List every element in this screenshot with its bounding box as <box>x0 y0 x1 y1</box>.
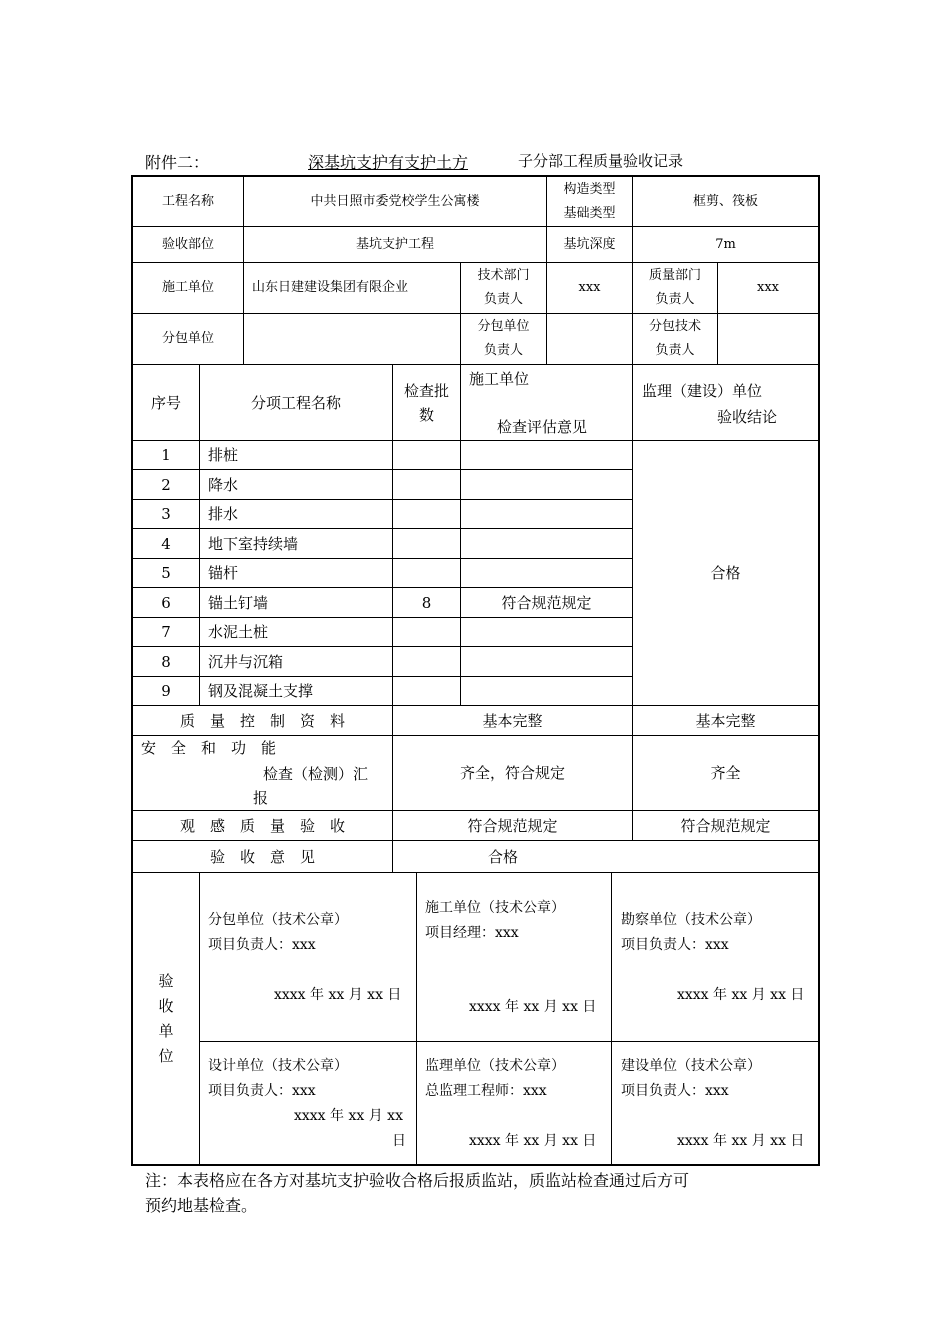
quality-docs-eval: 基本完整 <box>482 711 543 730</box>
sign-unit: 勘察单位（技术公章） <box>621 912 761 928</box>
item-evaluation <box>461 618 632 646</box>
sign-date: xxxx 年 xx 月 xx 日 <box>469 1133 597 1149</box>
item-number: 1 <box>161 446 171 464</box>
quality-dept-label <box>633 263 717 313</box>
item-evaluation <box>461 647 632 676</box>
appearance-eval: 符合规范规定 <box>467 816 558 835</box>
attachment-label: 附件二： <box>145 153 210 172</box>
footnote-line2: 预约地基检查。 <box>145 1196 258 1215</box>
item-name: 地下室持续墙 <box>208 534 299 553</box>
structure-type-label-line2: 基础类型 <box>563 205 616 221</box>
item-name: 排桩 <box>208 446 239 464</box>
sign-person: 项目负责人：xxx <box>621 937 729 953</box>
item-evaluation <box>461 677 632 705</box>
item-batch-count <box>393 529 460 558</box>
overall-conclusion: 合格 <box>710 564 741 582</box>
item-name: 排水 <box>208 505 239 523</box>
footnote <box>145 1168 805 1218</box>
sign-block-design <box>208 1054 413 1149</box>
sign-unit: 施工单位（技术公章） <box>425 900 565 916</box>
construction-unit-label: 施工单位 <box>161 280 214 295</box>
sign-unit: 分包单位（技术公章） <box>208 912 348 928</box>
structure-type-label-line1: 构造类型 <box>563 181 616 197</box>
item-number: 9 <box>161 682 171 700</box>
item-batch-count <box>393 470 460 499</box>
col-batch-header <box>393 365 460 440</box>
item-name: 锚土钉墙 <box>208 593 269 612</box>
item-batch-count <box>393 500 460 528</box>
sub-manager-value <box>547 314 632 364</box>
item-number: 8 <box>161 652 171 671</box>
item-number: 2 <box>161 475 171 494</box>
opinion-value <box>393 841 818 872</box>
acceptance-label-char-1: 验 <box>158 971 174 990</box>
item-batch-count <box>393 618 460 646</box>
sign-date-end: 日 <box>392 1133 406 1149</box>
project-name-label: 工程名称 <box>161 193 214 209</box>
sub-tech-label-line1: 分包技术 <box>648 319 701 334</box>
acceptance-part-value: 基坑支护工程 <box>355 236 434 252</box>
sign-block-owner <box>621 1054 816 1149</box>
document-title <box>145 150 825 174</box>
tech-dept-value: xxx <box>578 280 601 295</box>
safety-label <box>133 736 392 810</box>
sub-manager-label-line2: 负责人 <box>483 343 523 358</box>
item-evaluation <box>461 470 632 499</box>
sub-manager-label <box>461 314 546 364</box>
sign-date: xxxx 年 xx 月 xx 日 <box>677 987 805 1003</box>
sign-block-construction <box>425 896 610 1015</box>
item-name: 锚杆 <box>208 564 239 582</box>
item-evaluation <box>461 559 632 587</box>
sign-person: 项目负责人：xxx <box>621 1083 729 1099</box>
acceptance-label-char-4: 位 <box>158 1046 174 1065</box>
opinion-value-text: 合格 <box>488 847 519 866</box>
acceptance-label-char-2: 收 <box>158 996 174 1015</box>
appearance-label: 观 感 质 量 验 收 <box>179 816 345 835</box>
sign-unit: 设计单位（技术公章） <box>208 1058 348 1074</box>
structure-type-label <box>547 177 632 226</box>
structure-type-value: 框剪、筏板 <box>692 193 758 209</box>
quality-docs-label: 质 量 控 制 资 料 <box>179 711 345 730</box>
item-evaluation <box>461 529 632 558</box>
acceptance-part-label: 验收部位 <box>161 236 214 252</box>
item-batch-count <box>393 441 460 469</box>
subcontract-label: 分包单位 <box>161 331 214 346</box>
col-name-header: 分项工程名称 <box>250 393 341 412</box>
safety-eval: 齐全，符合规定 <box>459 764 565 782</box>
safety-label-line2: 检查（检测）汇 <box>263 765 369 783</box>
project-name-value: 中共日照市委党校学生公寓楼 <box>310 193 480 209</box>
col-eval-header-line2: 检查评估意见 <box>497 418 588 436</box>
subcontract-value <box>244 314 460 364</box>
opinion-label: 验 收 意 见 <box>209 847 315 866</box>
sign-date: xxxx 年 xx 月 xx 日 <box>677 1133 805 1149</box>
item-name: 水泥土桩 <box>208 623 269 641</box>
col-conclusion-header <box>633 365 818 440</box>
sign-date: xxxx 年 xx 月 xx 日 <box>274 987 402 1003</box>
sign-person: 项目负责人：xxx <box>208 937 316 953</box>
title-rest: 子分部工程质量验收记录 <box>518 152 684 170</box>
col-batch-header-line1: 检查批 <box>403 381 449 400</box>
item-name: 沉井与沉箱 <box>208 652 284 671</box>
col-conclusion-header-line2: 验收结论 <box>717 408 778 426</box>
sign-person: 项目经理：xxx <box>425 925 519 941</box>
quality-dept-label-line2: 负责人 <box>655 292 695 307</box>
item-number: 5 <box>161 564 171 582</box>
item-batch-count: 8 <box>421 593 432 612</box>
col-batch-header-line2: 数 <box>418 405 434 424</box>
col-conclusion-header-line1: 监理（建设）单位 <box>642 382 763 400</box>
tech-dept-label-line2: 负责人 <box>483 292 523 307</box>
col-eval-header-line1: 施工单位 <box>469 370 530 388</box>
sub-tech-label-line2: 负责人 <box>655 343 695 358</box>
quality-dept-label-line1: 质量部门 <box>648 268 701 283</box>
tech-dept-label <box>461 263 546 313</box>
appearance-conclusion: 符合规范规定 <box>680 816 771 835</box>
item-evaluation: 符合规范规定 <box>501 593 592 612</box>
col-no-header: 序号 <box>150 393 181 412</box>
quality-dept-value: xxx <box>757 280 779 295</box>
sub-manager-label-line1: 分包单位 <box>477 319 530 334</box>
item-name: 降水 <box>208 475 239 494</box>
item-number: 3 <box>161 505 171 523</box>
quality-docs-conclusion: 基本完整 <box>695 711 756 730</box>
construction-unit-value: 山东日建建设集团有限企业 <box>252 280 409 295</box>
item-name: 钢及混凝土支撑 <box>208 682 314 700</box>
sign-person: 项目负责人：xxx <box>208 1083 316 1099</box>
sign-date: xxxx 年 xx 月 xx 日 <box>469 999 597 1015</box>
sub-tech-value <box>718 314 818 364</box>
item-number: 6 <box>161 593 171 612</box>
col-eval-header <box>461 365 632 440</box>
tech-dept-label-line1: 技术部门 <box>477 268 530 283</box>
item-batch-count <box>393 647 460 676</box>
footnote-line1: 注：本表格应在各方对基坑支护验收合格后报质监站，质监站检查通过后方可 <box>145 1171 690 1190</box>
safety-conclusion: 齐全 <box>710 764 741 782</box>
sign-person: 总监理工程师：xxx <box>425 1083 547 1099</box>
sign-unit: 监理单位（技术公章） <box>425 1058 565 1074</box>
acceptance-unit-label <box>133 873 199 1164</box>
sign-block-subcontract <box>208 908 413 1003</box>
safety-label-line1: 安 全 和 功 能 <box>141 739 277 757</box>
item-number: 7 <box>161 623 171 641</box>
item-batch-count <box>393 677 460 705</box>
sign-date: xxxx 年 xx 月 xx <box>294 1108 403 1124</box>
item-evaluation <box>461 500 632 528</box>
safety-label-line3: 报 <box>253 789 269 807</box>
title-main: 深基坑支护有支护土方 <box>308 153 469 172</box>
item-number: 4 <box>161 534 171 553</box>
pit-depth-value: 7m <box>715 236 736 252</box>
item-evaluation <box>461 441 632 469</box>
sign-unit: 建设单位（技术公章） <box>621 1058 761 1074</box>
sign-block-supervision <box>425 1054 610 1149</box>
sign-block-survey <box>621 908 816 1003</box>
item-batch-count <box>393 559 460 587</box>
acceptance-label-char-3: 单 <box>158 1021 174 1040</box>
sub-tech-label <box>633 314 717 364</box>
pit-depth-label: 基坑深度 <box>563 236 616 252</box>
